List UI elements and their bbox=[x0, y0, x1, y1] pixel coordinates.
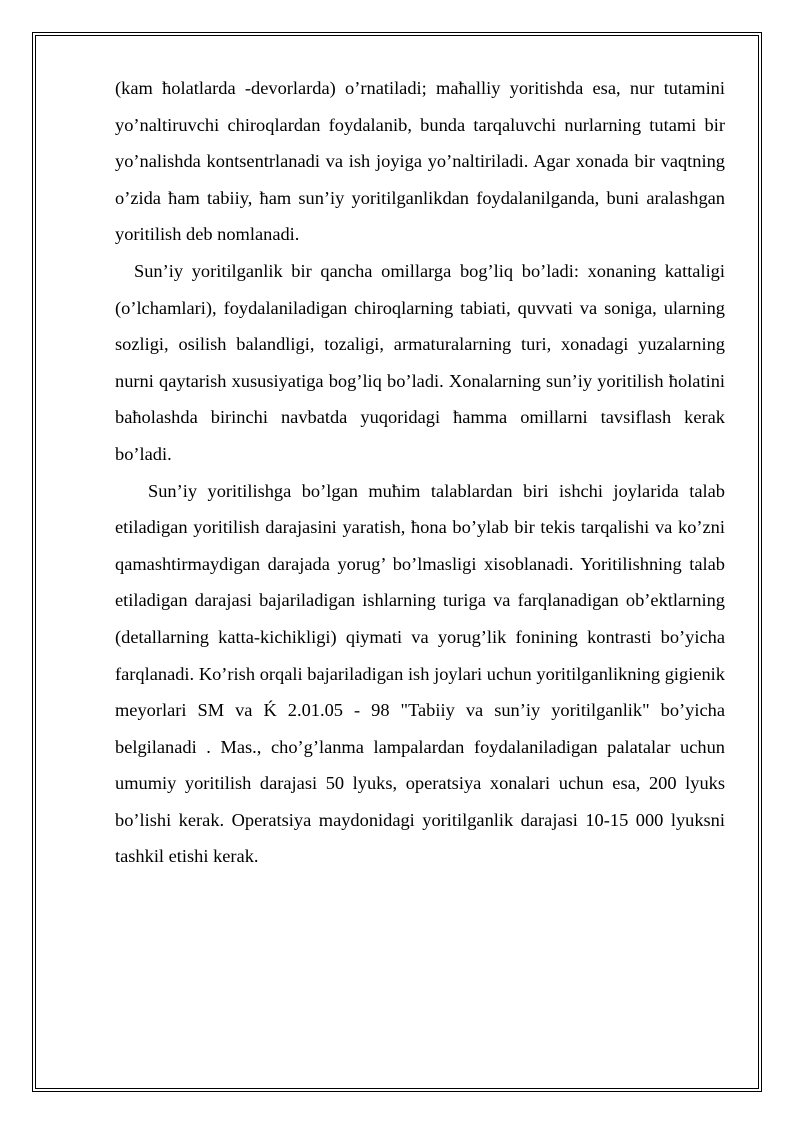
paragraph-1: (kam ħolatlarda -devorlarda) o’rnatiladi; maħalliy yoritishda esa, nur tutamini yo’naltiruvchi chiroqlardan foydalanib, bunda tarqaluvchi nurlarning tutami bir yo’nalishda kontsentrlanadi va ish joyiga yo’naltiriladi. Agar xonada bir vaqtning o’zida ħam tabiiy, ħam sun’iy yoritilganlikdan foydalanilganda, buni aralashgan yoritilish deb nomlanadi. bbox=[115, 78, 725, 245]
paragraph-3: Sun’iy yoritilishga bo’lgan muħim talablardan biri ishchi joylarida talab etiladigan yoritilish darajasini yaratish, ħona bo’ylab bir tekis tarqalishi va ko’zni qamashtirmaydigan darajada yorug’ bo’lmasligi xisoblanadi. Yoritilishning talab etiladigan darajasi bajariladigan ishlarning turiga va farqlanadigan ob’ektlarning (detallarning katta-kichikligi) qiymati va yorug’lik fonining kontrasti bo’yicha farqlanadi. Ko’rish orqali bajariladigan ish joylari uchun yoritilganlikning gigienik meyorlari SM va Ḱ 2.01.05 - 98 "Tabiiy va sun’iy yoritilganlik" bo’yicha belgilanadi . Mas., cho’g’lanma lampalardan foydalaniladigan palatalar uchun umumiy yoritilish darajasi 50 lyuks, operatsiya xonalari uchun esa, 200 lyuks bo’lishi kerak. Operatsiya maydonidagi yoritilganlik darajasi 10-15 000 lyuksni tashkil etishi kerak. bbox=[115, 480, 725, 867]
document-body bbox=[115, 70, 725, 875]
paragraph-2: Sun’iy yoritilganlik bir qancha omillarga bog’liq bo’ladi: xonaning kattaligi (o’lchamlari), foydalaniladigan chiroqlarning tabiati, quvvati va soniga, ularning sozligi, osilish balandligi, tozaligi, armaturalarning turi, xonadagi yuzalarning nurni qaytarish xususiyatiga bog’liq bo’ladi. Xonalarning sun’iy yoritilish ħolatini baħolashda birinchi navbatda yuqoridagi ħamma omillarni tavsiflash kerak bo’ladi. bbox=[115, 260, 725, 464]
